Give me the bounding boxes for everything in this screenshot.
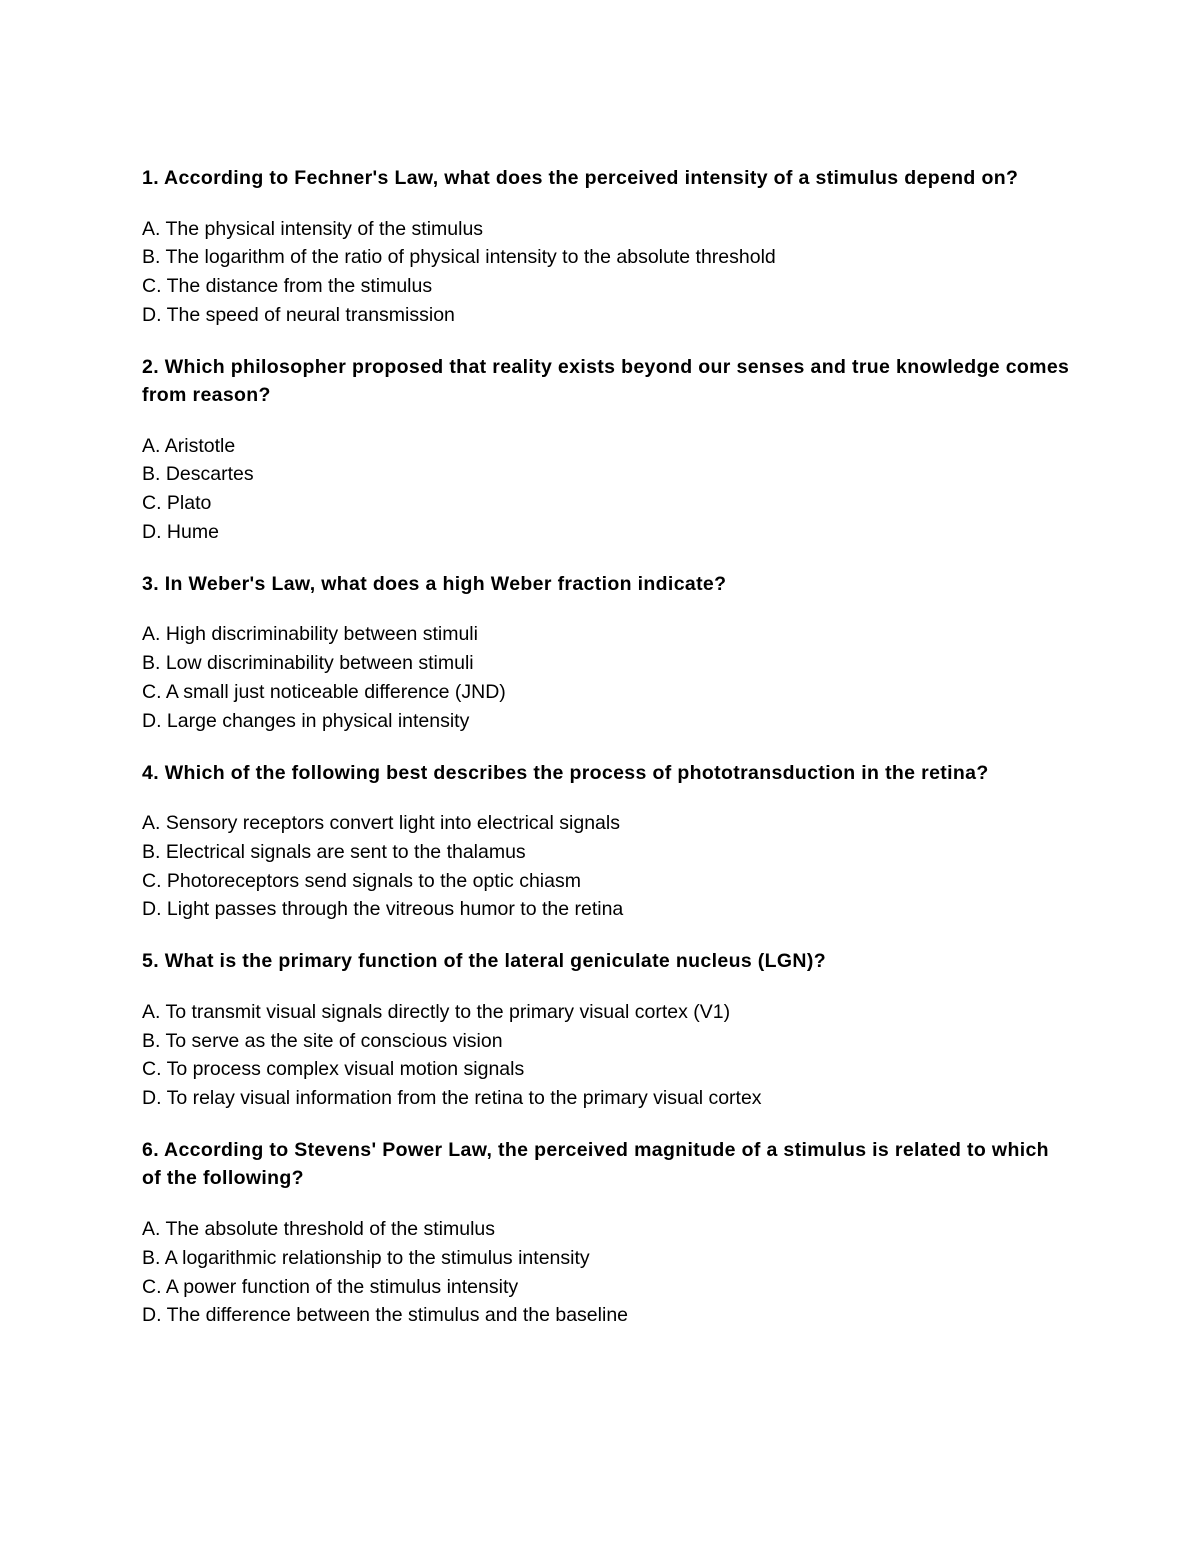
answer-option-b: B. Low discriminability between stimuli — [142, 652, 474, 675]
answer-option-d: D. The difference between the stimulus and the baseline — [142, 1304, 629, 1327]
answer-option-a: A. Sensory receptors convert light into electrical signals — [142, 812, 620, 835]
answer-option-a: A. To transmit visual signals directly to the primary visual cortex (V1) — [142, 1000, 731, 1023]
answer-options — [142, 998, 1072, 1113]
question-text: 4. Which of the following best describes the process of phototransduction in the retina? — [142, 761, 989, 784]
answer-option-a: A. The physical intensity of the stimulus — [142, 217, 484, 240]
answer-option-b: B. To serve as the site of conscious vision — [142, 1029, 503, 1052]
answer-option-d: D. Light passes through the vitreous humor to the retina — [142, 898, 624, 921]
answer-option-a: A. High discriminability between stimuli — [142, 623, 478, 646]
question-text: 3. In Weber's Law, what does a high Weber fraction indicate? — [142, 572, 727, 595]
answer-option-d: D. Hume — [142, 521, 219, 544]
answer-options — [142, 432, 1072, 547]
answer-option-b: B. The logarithm of the ratio of physical intensity to the absolute threshold — [142, 246, 776, 269]
question-2 — [142, 353, 1072, 547]
question-text: 1. According to Fechner's Law, what does the perceived intensity of a stimulus depend on? — [142, 167, 1019, 189]
question-text: 2. Which philosopher proposed that reality exists beyond our senses and true knowledge comes from reason? — [142, 355, 1070, 407]
answer-option-d: D. The speed of neural transmission — [142, 303, 455, 326]
answer-options — [142, 809, 1072, 924]
question-4 — [142, 759, 1072, 925]
answer-option-d: D. Large changes in physical intensity — [142, 709, 470, 732]
answer-option-b: B. Electrical signals are sent to the thalamus — [142, 840, 526, 863]
question-5 — [142, 947, 1072, 1113]
answer-option-c: C. Plato — [142, 492, 212, 515]
answer-option-c: C. Photoreceptors send signals to the optic chiasm — [142, 869, 581, 892]
answer-option-c: C. A power function of the stimulus intensity — [142, 1275, 519, 1298]
question-6 — [142, 1136, 1072, 1330]
answer-options — [142, 1215, 1072, 1330]
question-3 — [142, 570, 1072, 736]
answer-option-c: C. A small just noticeable difference (JND) — [142, 680, 506, 703]
quiz-content — [142, 164, 1072, 1353]
answer-option-c: C. To process complex visual motion signals — [142, 1058, 525, 1081]
answer-option-b: B. Descartes — [142, 463, 254, 486]
question-1 — [142, 164, 1072, 330]
answer-option-a: A. Aristotle — [142, 434, 236, 457]
answer-options — [142, 215, 1072, 330]
answer-options — [142, 620, 1072, 735]
answer-option-a: A. The absolute threshold of the stimulus — [142, 1217, 496, 1240]
question-text: 6. According to Stevens' Power Law, the perceived magnitude of a stimulus is related to which of the following? — [142, 1138, 1049, 1190]
answer-option-b: B. A logarithmic relationship to the stimulus intensity — [142, 1246, 590, 1269]
answer-option-d: D. To relay visual information from the retina to the primary visual cortex — [142, 1087, 762, 1110]
question-text: 5. What is the primary function of the lateral geniculate nucleus (LGN)? — [142, 950, 826, 973]
answer-option-c: C. The distance from the stimulus — [142, 275, 433, 298]
